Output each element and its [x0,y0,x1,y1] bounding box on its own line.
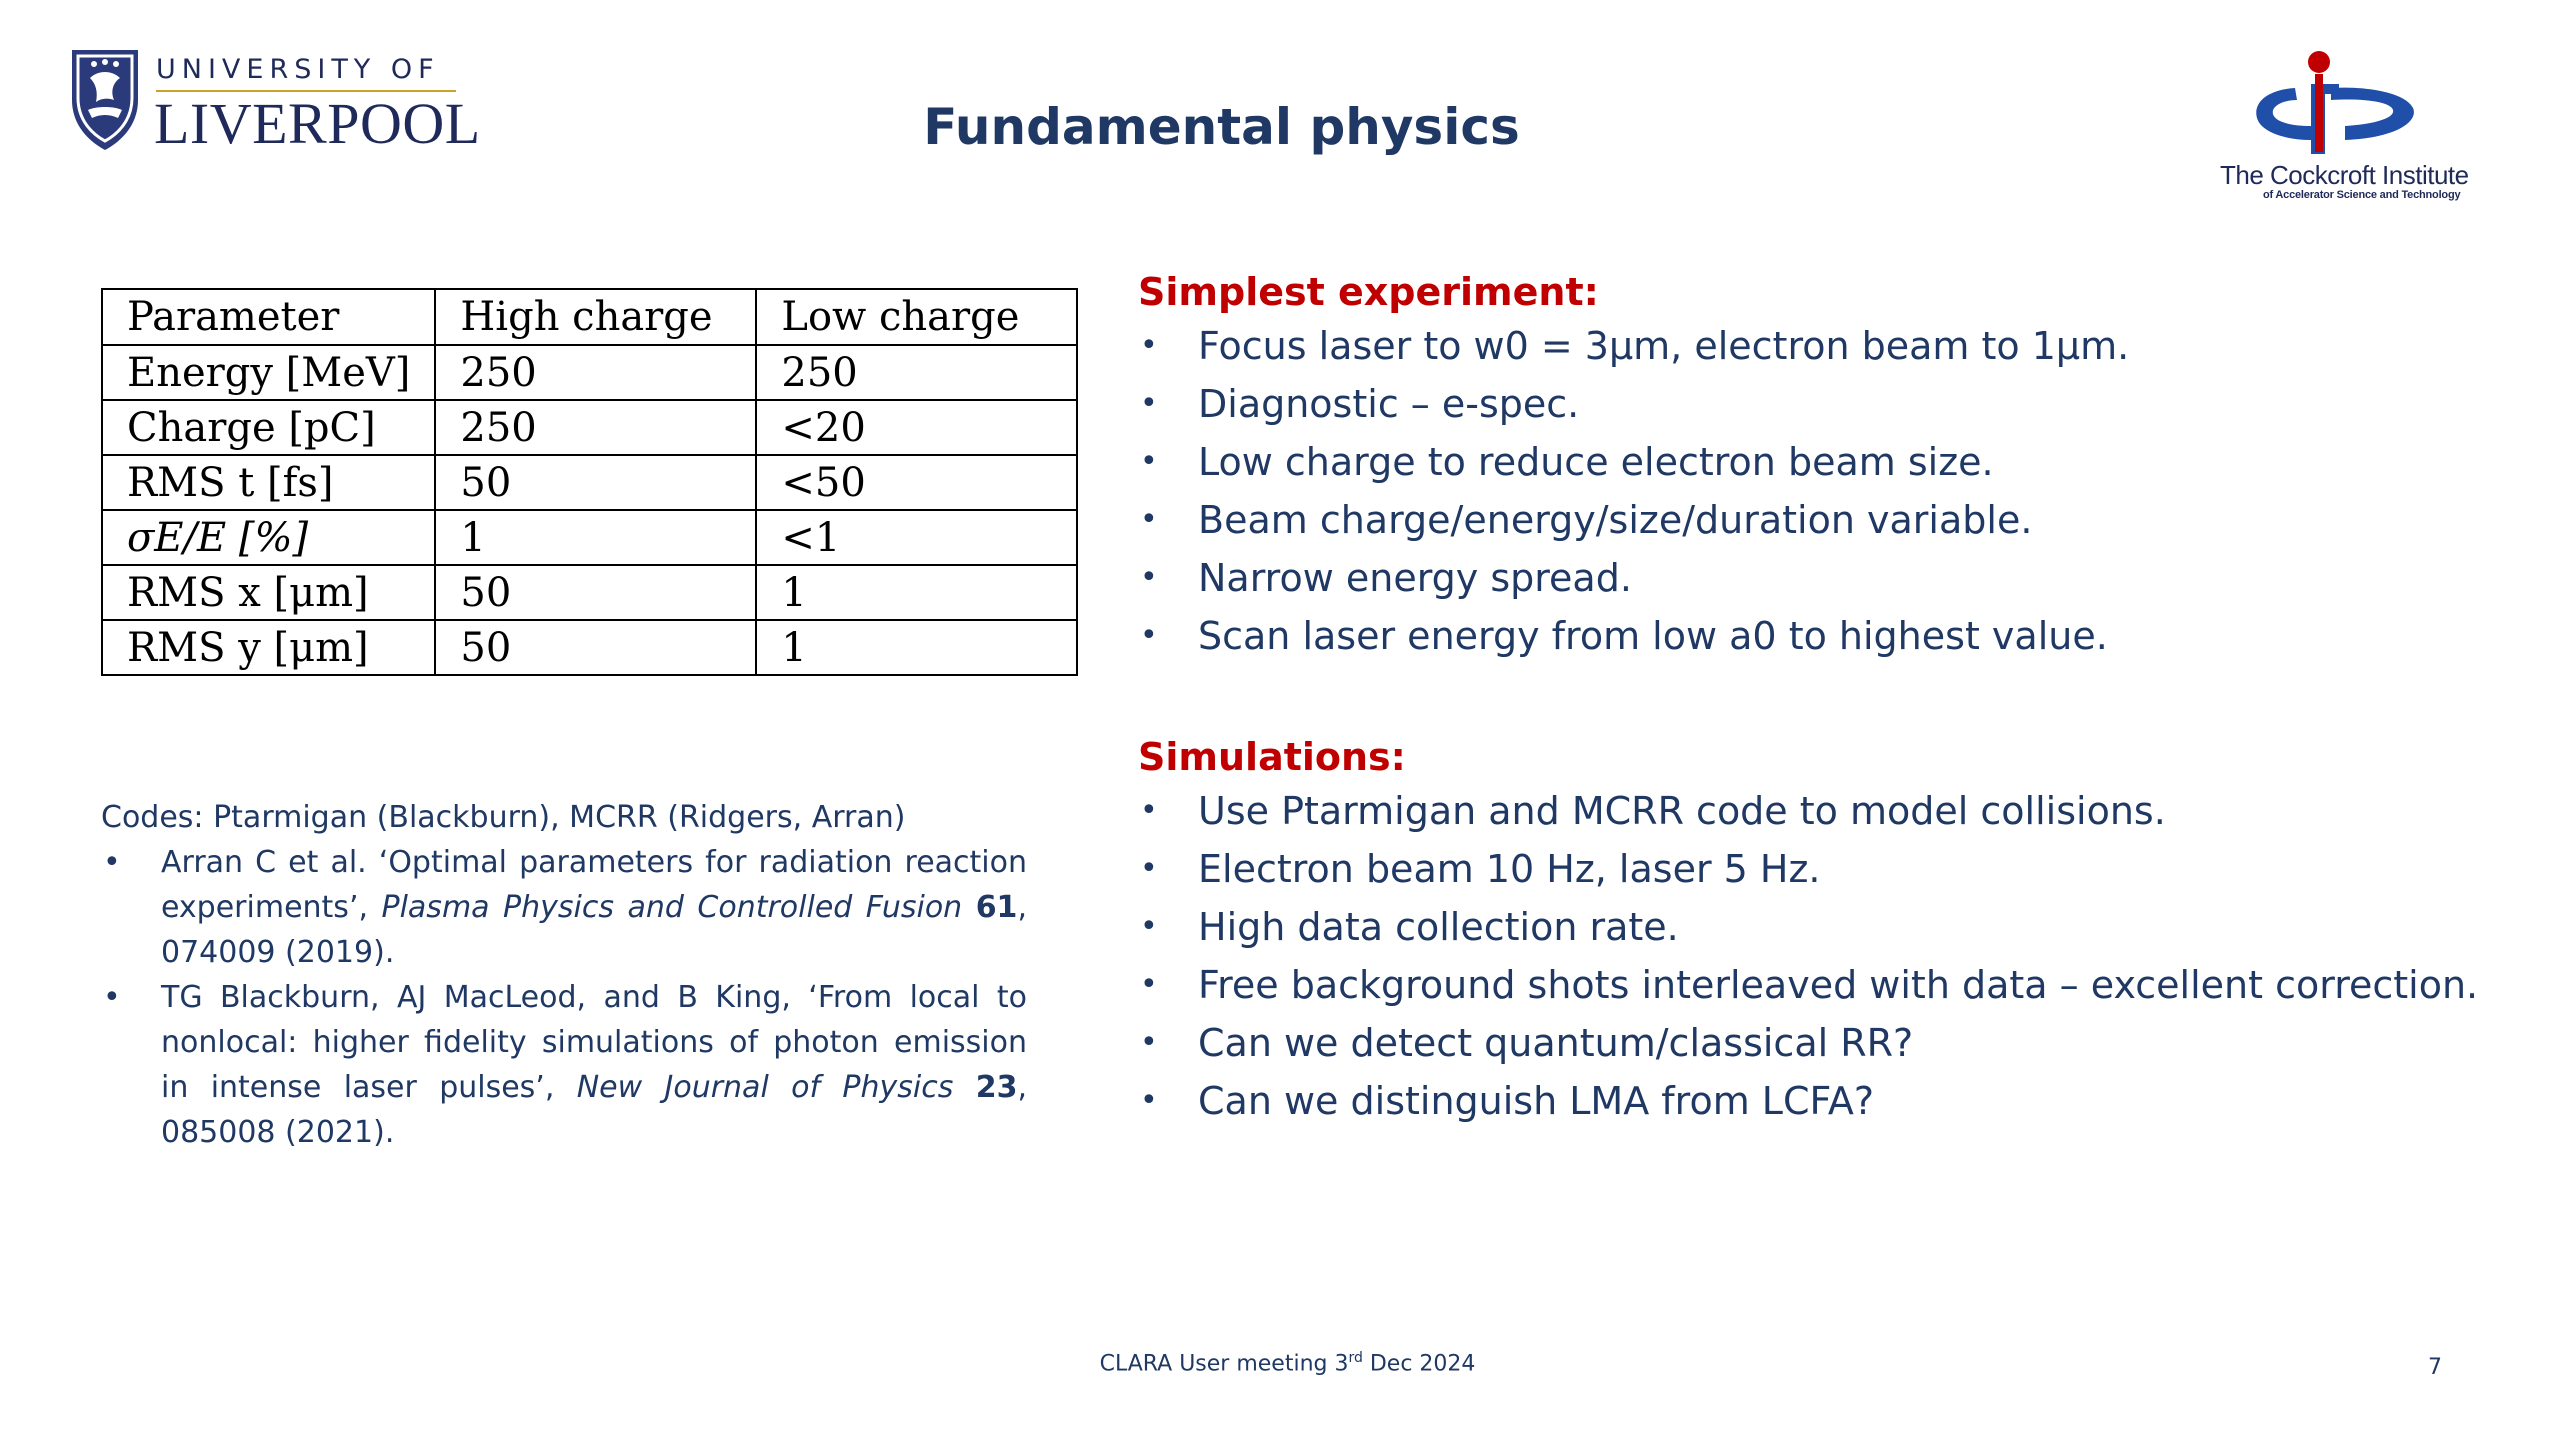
reference-item [101,975,1027,1155]
list-item-text: Can we detect quantum/classical RR? [1198,1021,1914,1065]
list-item [1138,317,2548,375]
reference-item [101,840,1027,975]
table-row [102,345,1077,400]
table-row [102,400,1077,455]
table-row [102,510,1077,565]
table-cell: <20 [756,400,1077,455]
table-header-row [102,289,1077,345]
bullet-icon: • [1140,502,1158,537]
bullet-icon: • [1140,386,1158,421]
table-header-cell: Parameter [102,289,435,345]
list-item [1138,956,2548,1014]
bullet-icon: • [1140,1025,1158,1060]
parameter-table [101,288,1078,676]
cockcroft-institute-logo [2215,48,2515,208]
table-row [102,620,1077,675]
bullet-icon: • [1140,967,1158,1002]
list-item [1138,1014,2548,1072]
table-cell: σE/E [%] [102,510,435,565]
list-item [1138,433,2548,491]
list-item [1138,375,2548,433]
list-item [1138,782,2548,840]
reference-volume: 23 [975,1070,1018,1105]
cockcroft-logo-subtitle: of Accelerator Science and Technology [2263,189,2461,201]
bullet-icon: • [1140,444,1158,479]
table-cell: 250 [435,345,756,400]
bullet-icon: • [1140,328,1158,363]
list-item-text: Narrow energy spread. [1198,556,1632,600]
reference-text: TG Blackburn, AJ MacLeod, and B King, ‘From local to nonlocal: higher fidelity simulations of photon emission in intense laser pulses’, [161,980,1027,1105]
table-cell: 1 [435,510,756,565]
table-row [102,565,1077,620]
bullet-icon: • [1140,560,1158,595]
page-title: Fundamental physics [923,98,1520,156]
bullet-icon: • [1140,1083,1158,1118]
table-header-cell: Low charge [756,289,1077,345]
experiment-section [1138,267,2548,665]
simulations-list [1138,782,2548,1130]
experiment-heading: Simplest experiment: [1138,270,1599,314]
list-item [1138,607,2548,665]
table-header-cell: High charge [435,289,756,345]
table-cell: 50 [435,455,756,510]
table-cell: RMS t [fs] [102,455,435,510]
table-cell: 250 [756,345,1077,400]
list-item [1138,898,2548,956]
reference-text: Arran C et al. ‘Optimal parameters for radiation reaction experiments’, [161,845,1027,925]
footer-text-sup: rd [1348,1350,1363,1366]
cockcroft-emblem-icon [2235,48,2435,168]
table-cell: <50 [756,455,1077,510]
list-item [1138,491,2548,549]
list-item [1138,840,2548,898]
bullet-icon: • [1140,618,1158,653]
list-item-text: Can we distinguish LMA from LCFA? [1198,1079,1875,1123]
bullet-icon: • [103,845,121,880]
bullet-icon: • [1140,909,1158,944]
list-item-text: Low charge to reduce electron beam size. [1198,440,1994,484]
list-item-text: High data collection rate. [1198,905,1679,949]
bullet-icon: • [1140,851,1158,886]
reference-journal: New Journal of Physics [576,1070,954,1105]
bullet-icon: • [103,980,121,1015]
page-number: 7 [2428,1355,2442,1380]
table-cell: RMS y [μm] [102,620,435,675]
experiment-list [1138,317,2548,665]
footer-text-main: CLARA User meeting 3 [1099,1351,1349,1377]
list-item-text: Diagnostic – e-spec. [1198,382,1580,426]
table-cell: 1 [756,565,1077,620]
cockcroft-logo-name: The Cockcroft Institute [2220,160,2469,190]
table-cell: 250 [435,400,756,455]
codes-intro: Codes: Ptarmigan (Blackburn), MCRR (Ridgers, Arran) [101,800,906,835]
list-item-text: Beam charge/energy/size/duration variable. [1198,498,2033,542]
reference-tail: , 085008 (2021). [161,1070,1027,1150]
liverpool-logo-main-text: LIVERPOOL [154,91,481,156]
codes-references [101,795,1027,1155]
reference-list [101,840,1027,1155]
list-item-text: Use Ptarmigan and MCRR code to model collisions. [1198,789,2166,833]
liverpool-logo-top-text: UNIVERSITY OF [156,54,440,85]
list-item-text: Focus laser to w0 = 3μm, electron beam to 1μm. [1198,324,2130,368]
bullet-icon: • [1140,793,1158,828]
list-item [1138,1072,2548,1130]
simulations-heading: Simulations: [1138,735,1406,779]
list-item-text: Scan laser energy from low a0 to highest value. [1198,614,2108,658]
table-cell: 50 [435,620,756,675]
simulations-section [1138,732,2548,1130]
list-item-text: Electron beam 10 Hz, laser 5 Hz. [1198,847,1821,891]
table-row [102,455,1077,510]
table-cell: Energy [MeV] [102,345,435,400]
table-cell: <1 [756,510,1077,565]
list-item-text: Free background shots interleaved with data – excellent correction. [1198,963,2479,1007]
reference-volume: 61 [975,890,1018,925]
table-cell: 50 [435,565,756,620]
footer-text [0,1350,2560,1376]
footer-text-date: Dec 2024 [1362,1351,1476,1377]
list-item [1138,549,2548,607]
table-cell: RMS x [μm] [102,565,435,620]
table-cell: 1 [756,620,1077,675]
reference-tail: , 074009 (2019). [161,890,1027,970]
reference-journal: Plasma Physics and Controlled Fusion [381,890,963,925]
table-cell: Charge [pC] [102,400,435,455]
